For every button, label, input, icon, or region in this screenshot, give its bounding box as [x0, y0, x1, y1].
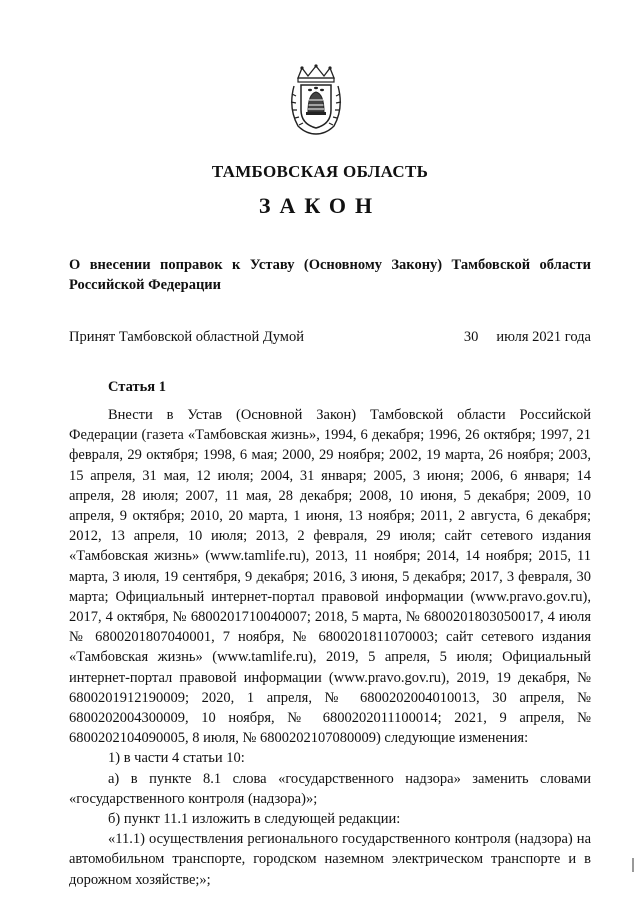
adoption-month-year: июля 2021 года	[496, 329, 591, 345]
document-type-heading: ЗАКОН	[258, 193, 382, 218]
adoption-label: Принят Тамбовской областной Думой	[69, 329, 304, 345]
article-paragraph: Внести в Устав (Основной Закон) Тамбовской области Российской Федерации (газета «Тамбовская жизнь», 1994, 6 декабря; 1996, 26 октября; 1997, 21 февраля, 29 октября; 1998, 6 мая; 2000, 29 ноября; 2002, 19 марта, 26 ноября; 2003, 15 апреля, 31 мая, 12 июля; 2004, 31 января; 2005, 3 июня; 2006, 6 января; 14 апреля, 28 июля; 2007, 11 мая, 28 декабря; 2008, 10 июня, 5 декабря; 2009, 10 апреля, 9 октября; 2010, 20 марта, 1 июня, 13 ноября; 2011, 2 августа, 6 декабря; 2012, 13 апреля, 10 июля; 2013, 2 февраля, 29 июля; сайт сетевого издания «Тамбовская жизнь» (www.tamlife.ru), 2013, 11 ноября; 2014, 14 ноября; 2015, 11 марта, 3 июля, 19 сентября, 9 декабря; 2016, 3 июня, 5 декабря; 2017, 3 февраля, 30 марта; Официальный интернет-портал правовой информации (www.pravo.gov.ru), 2017, 4 октября, № 6800201710040007; 2018, 5 марта, № 6800201803050017, 4 июля № 6800201807040001, 7 ноября, № 6800201811070003; сайт сетевого издания «Тамбовская жизнь» (www.tamlife.ru), 2019, 5 апреля, 5 июля; Официальный интернет-портал правовой информации (www.pravo.gov.ru), 2019, 19 декабря, № 6800201912190009; 2020, 1 апреля, № 6800202004010013, 30 апреля, № 6800202004300009, 10 ноября, № 6800202011100014; 2021, 9 апреля, № 6800202104090005, 8 июля, № 6800202107080009) следующие изменения:	[69, 407, 591, 747]
article-body	[69, 405, 591, 890]
adoption-line	[69, 327, 591, 347]
article-heading: Статья 1	[108, 379, 166, 395]
law-subject-title: О внесении поправок к Уставу (Основному Закону) Тамбовской области Российской Федерации	[69, 257, 591, 293]
adoption-day: 30	[463, 329, 479, 345]
adoption-date	[464, 327, 591, 347]
region-heading: ТАМБОВСКАЯ ОБЛАСТЬ	[211, 162, 429, 181]
article-paragraph: 1) в части 4 статьи 10:	[108, 750, 245, 767]
article-paragraph: б) пункт 11.1 изложить в следующей редакции:	[108, 811, 401, 828]
article-paragraph: «11.1) осуществления регионального государственного контроля (надзора) на автомобильном транспорте, городском наземном электрическом транспорте и в дорожном хозяйстве;»;	[69, 831, 591, 888]
page-edge-mark	[632, 858, 634, 872]
article-paragraph: а) в пункте 8.1 слова «государственного надзора» заменить словами «государственного контроля (надзора)»;	[69, 770, 591, 807]
tambov-coat-of-arms-icon	[288, 64, 344, 136]
